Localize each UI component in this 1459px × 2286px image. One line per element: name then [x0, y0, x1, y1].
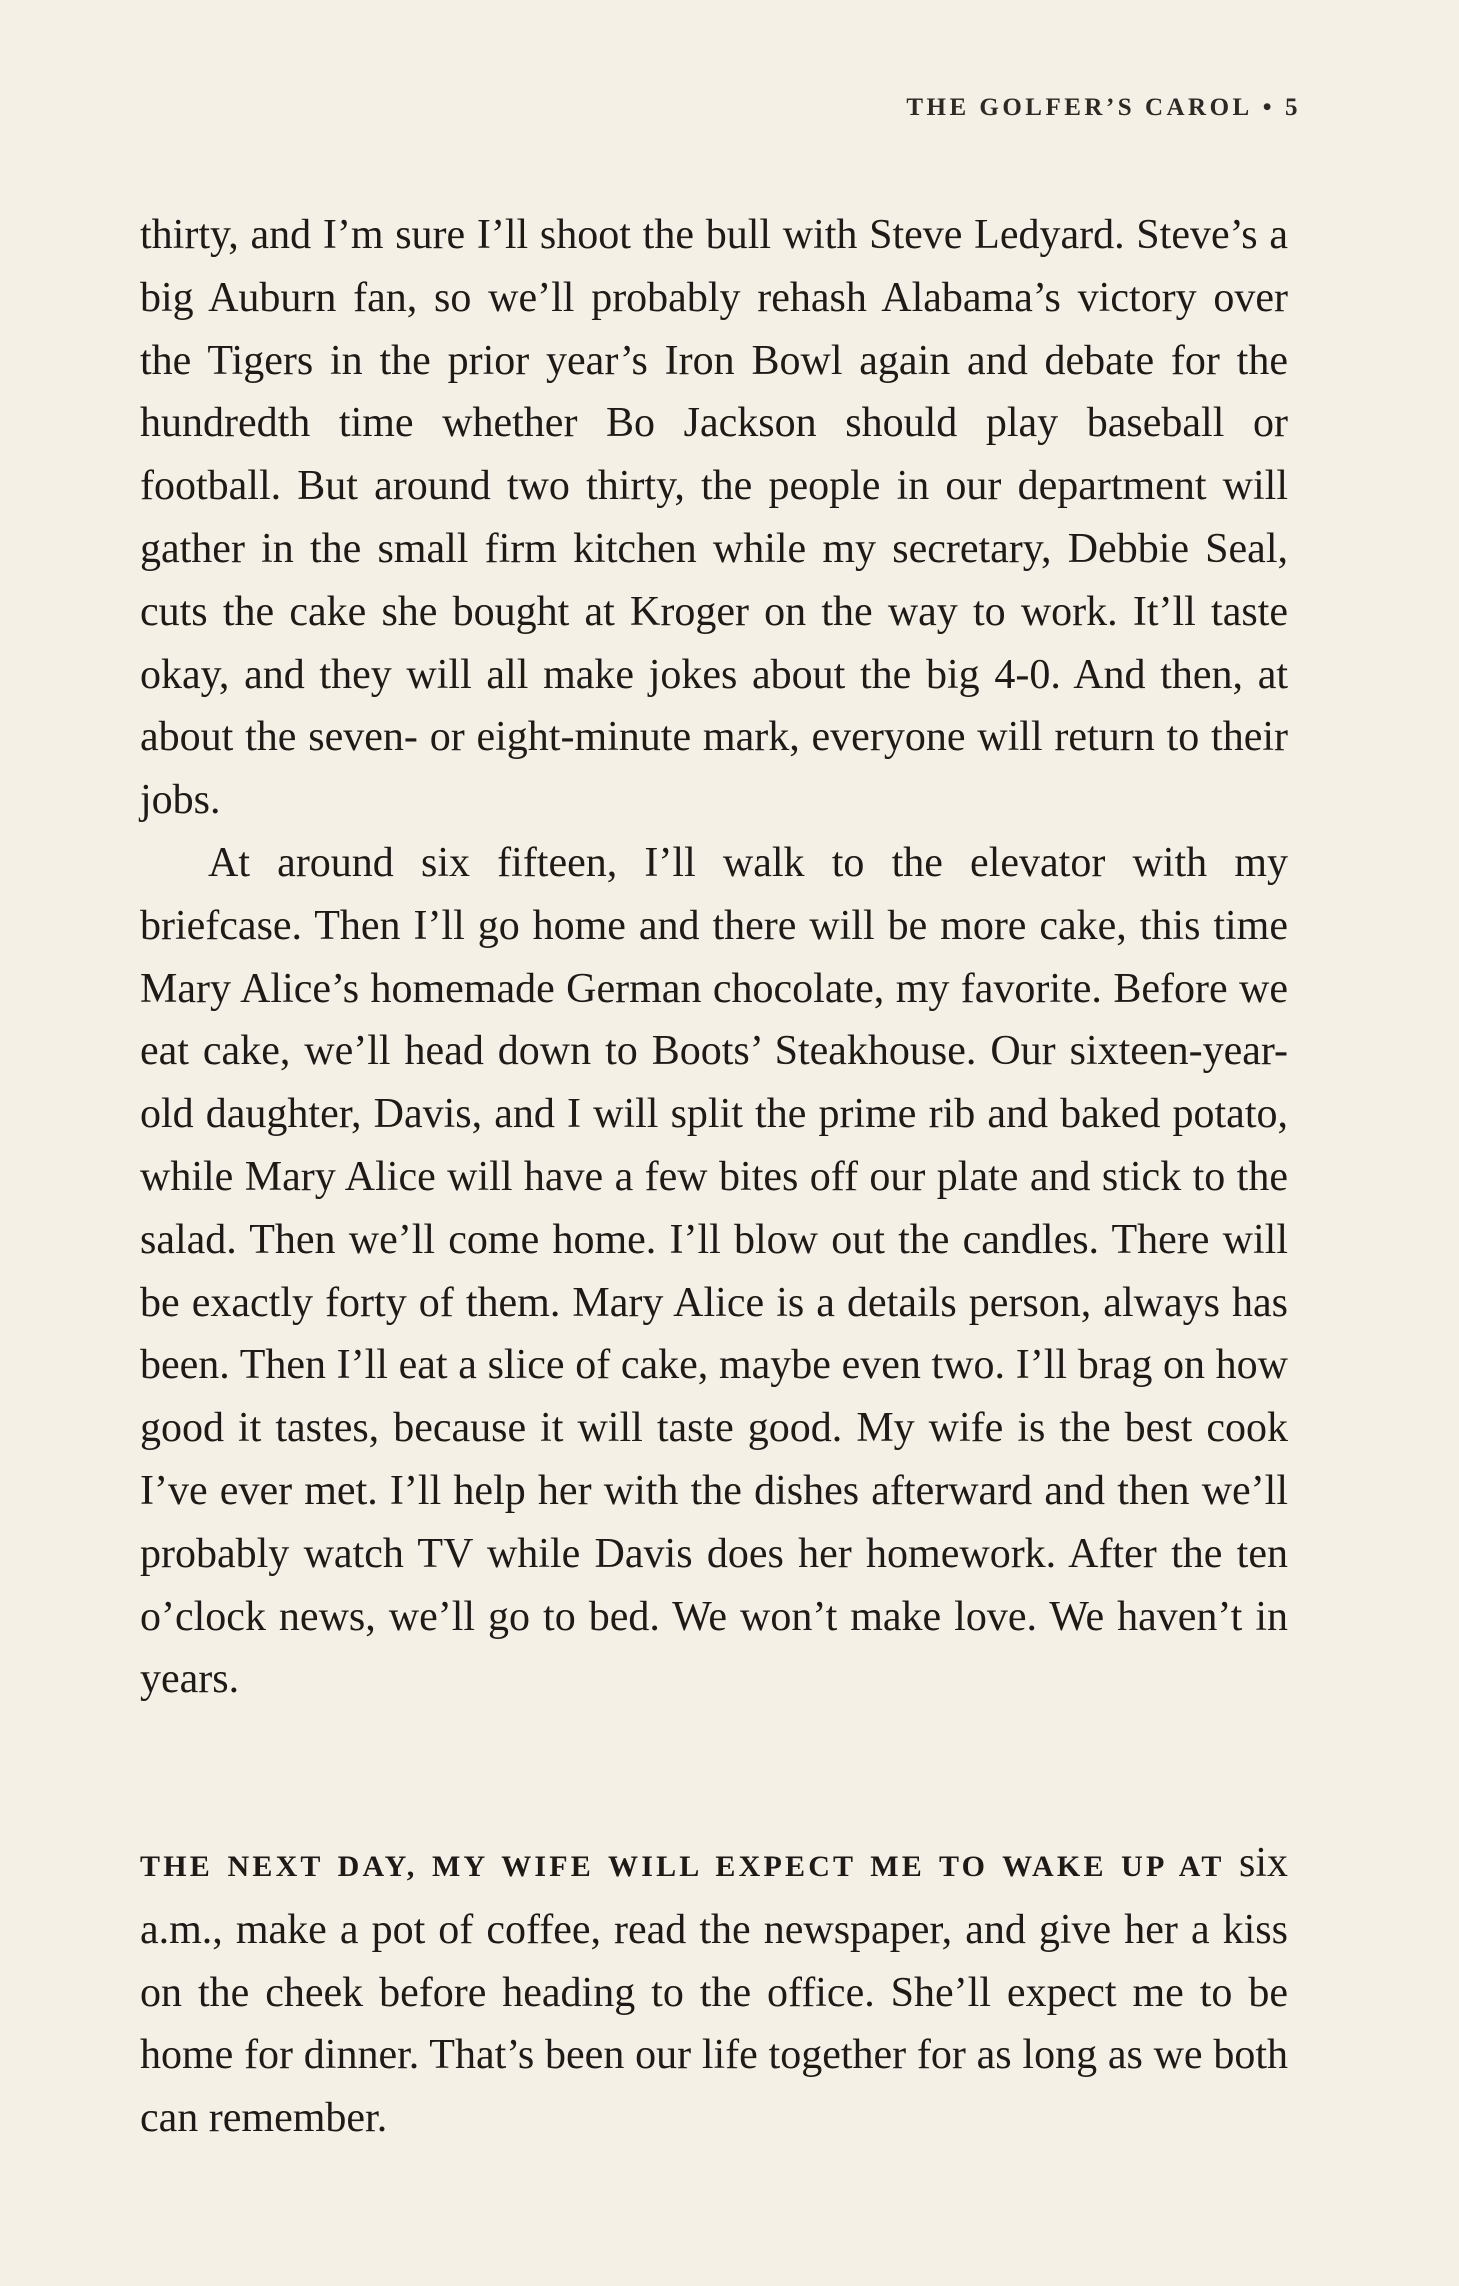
body-text [140, 204, 1288, 1711]
running-head [906, 94, 1301, 122]
section-two-text: six a.m., make a pot of coffee, read the newspaper, and give her a kiss on the cheek before heading to the office. She’ll expect me to be home for dinner. That’s been our life together for as long as we both can remember. [140, 1840, 1289, 2142]
paragraph-1: thirty, and I’m sure I’ll shoot the bull with Steve Ledyard. Steve’s a big Auburn fan, so we’ll probably rehash Alabama’s victory over the Tigers in the prior year’s Iron Bowl again and debate for the hundredth time whether Bo Jackson should play baseball or football. But around two thirty, the people in our department will gather in the small firm kitchen while my secretary, Debbie Seal, cuts the cake she bought at Kroger on the way to work. It’ll taste okay, and they will all make jokes about the big 4-0. And then, at about the seven- or eight-minute mark, everyone will return to their jobs. [140, 212, 1288, 824]
running-head-title: THE GOLFER’S CAROL [906, 94, 1253, 121]
section-two-paragraph [140, 1832, 1288, 2150]
section-lead-in: THE NEXT DAY, MY WIFE WILL EXPECT ME TO WAKE UP AT [140, 1850, 1225, 1883]
section-two [140, 1832, 1288, 2150]
page-number: 5 [1285, 94, 1301, 121]
running-head-separator: • [1262, 94, 1275, 121]
paragraph-2: At around six fifteen, I’ll walk to the elevator with my briefcase. Then I’ll go home and there will be more cake, this time Mary Alice’s homemade German chocolate, my favorite. Before we eat cake, we’ll head down to Boots’ Steakhouse. Our sixteen-year-old daughter, Davis, and I will split the prime rib and baked potato, while Mary Alice will have a few bites off our plate and stick to the salad. Then we’ll come home. I’ll blow out the candles. There will be exactly forty of them. Mary Alice is a details person, always has been. Then I’ll eat a slice of cake, maybe even two. I’ll brag on how good it tastes, because it will taste good. My wife is the best cook I’ve ever met. I’ll help her with the dishes afterward and then we’ll probably watch TV while Davis does her homework. After the ten o’clock news, we’ll go to bed. We won’t make love. We haven’t in years. [140, 839, 1288, 1703]
